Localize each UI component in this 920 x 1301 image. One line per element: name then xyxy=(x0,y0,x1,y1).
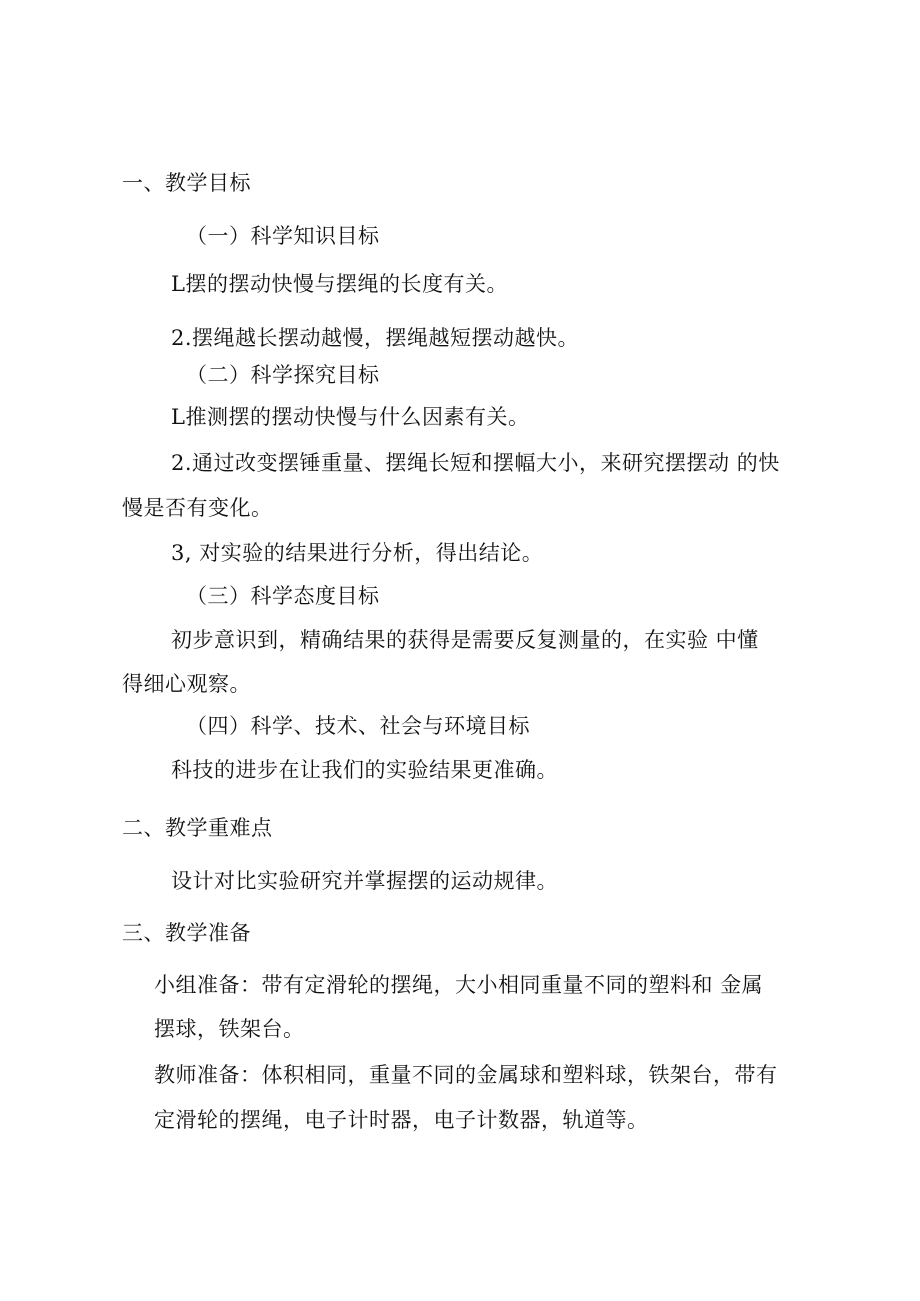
attitude-goal-line-2: 得细心观察。 xyxy=(122,672,251,696)
inquiry-goal-item-2-line-2: 慢是否有变化。 xyxy=(122,496,273,520)
group-preparation-line-2: 摆球，铁架台。 xyxy=(154,1017,305,1041)
knowledge-goal-item-1: L摆的摆动快慢与摆绳的长度有关。 xyxy=(171,272,508,296)
inquiry-goal-item-2-line-1: 2.通过改变摆锤重量、摆绳长短和摆幅大小，来研究摆摆动 的快 xyxy=(171,451,780,475)
teacher-preparation-line-1: 教师准备：体积相同，重量不同的金属球和塑料球，铁架台，带有 xyxy=(154,1063,778,1087)
subheading-attitude-goals: （三）科学态度目标 xyxy=(186,584,380,608)
attitude-goal-line-1: 初步意识到，精确结果的获得是需要反复测量的，在实验 中懂 xyxy=(171,628,759,652)
teacher-preparation-line-2: 定滑轮的摆绳，电子计时器，电子计数器，轨道等。 xyxy=(154,1108,649,1132)
section-heading-key-points: 二、教学重难点 xyxy=(122,816,273,840)
subheading-sts-goals: （四）科学、技术、社会与环境目标 xyxy=(186,714,530,738)
inquiry-goal-item-3: 3, 对实验的结果进行分析，得出结论。 xyxy=(171,541,544,565)
group-preparation-line-1: 小组准备：带有定滑轮的摆绳，大小相同重量不同的塑料和 金属 xyxy=(154,973,764,997)
key-points-text: 设计对比实验研究并掌握摆的运动规律。 xyxy=(171,869,558,893)
knowledge-goal-item-2: 2.摆绳越长摆动越慢，摆绳越短摆动越快。 xyxy=(171,326,580,350)
inquiry-goal-item-1: L推测摆的摆动快慢与什么因素有关。 xyxy=(171,405,530,429)
section-heading-teaching-goals: 一、教学目标 xyxy=(122,171,251,195)
section-heading-preparation: 三、教学准备 xyxy=(122,921,251,945)
sts-goal-text: 科技的进步在让我们的实验结果更准确。 xyxy=(171,758,558,782)
subheading-knowledge-goals: （一）科学知识目标 xyxy=(186,224,380,248)
subheading-inquiry-goals: （二）科学探究目标 xyxy=(186,363,380,387)
